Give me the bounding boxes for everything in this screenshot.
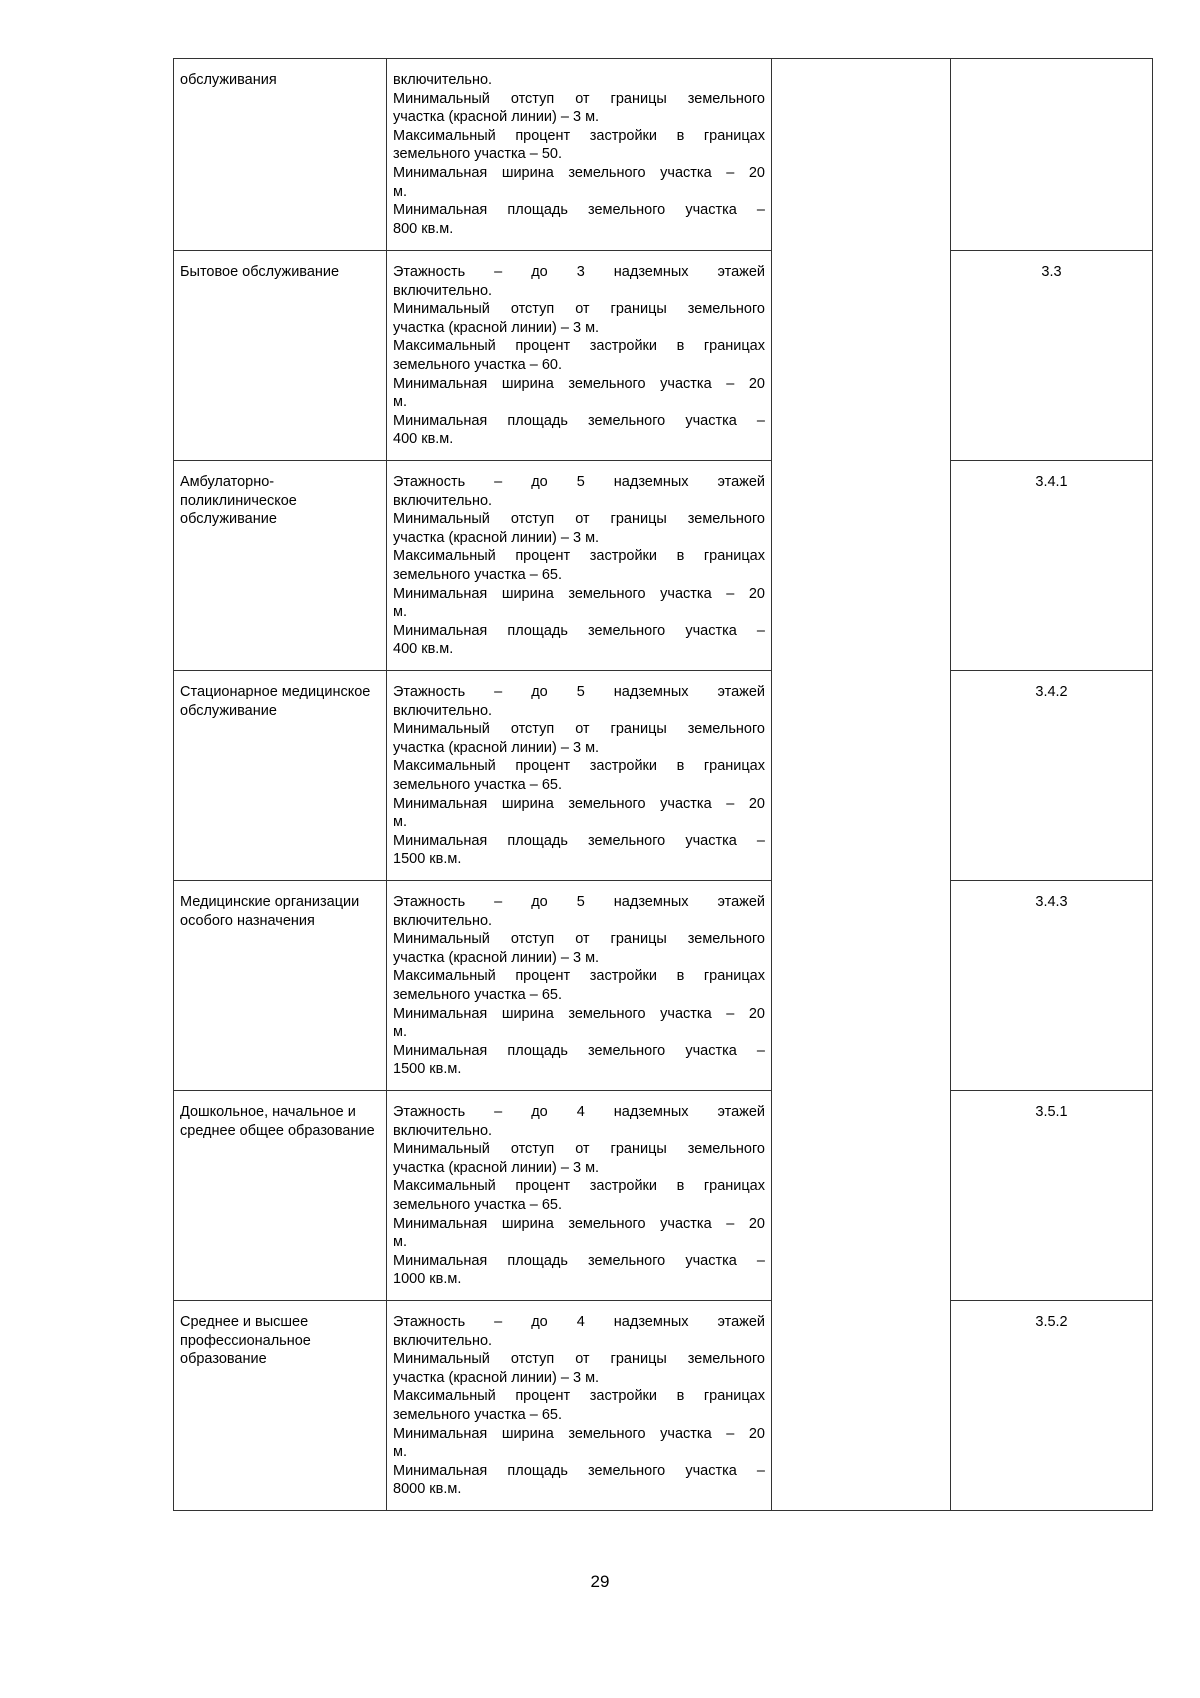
parameter-line: Минимальный отступ от границы земельного	[393, 1141, 765, 1158]
parameter-line: земельного участка – 65.	[393, 776, 563, 793]
parameter-line: м.	[393, 604, 407, 621]
parameter-line: участка (красной линии) – 3 м.	[393, 319, 600, 336]
parameter-line: Минимальный отступ от границы земельного	[393, 90, 765, 107]
empty-cell	[772, 881, 951, 1091]
parameter-line: 400 кв.м.	[393, 431, 454, 448]
parameter-line: земельного участка – 65.	[393, 986, 563, 1003]
parameter-line: Максимальный процент застройки в границах	[393, 338, 765, 355]
parameter-line: включительно.	[393, 702, 493, 719]
parameter-line: м.	[393, 394, 407, 411]
parameter-line: Минимальная ширина земельного участка – 20	[393, 1425, 765, 1442]
parameter-line: м.	[393, 1024, 407, 1041]
parameter-line: включительно.	[393, 72, 493, 88]
empty-cell	[772, 59, 951, 251]
parameter-line: Минимальная площадь земельного участка –	[393, 1252, 765, 1269]
table-row	[174, 59, 1153, 251]
parameter-line: Минимальная ширина земельного участка – 20	[393, 1005, 765, 1022]
parameter-line: включительно.	[393, 1332, 493, 1349]
use-type-name: Бытовое обслуживание	[174, 251, 387, 461]
parameter-line: м.	[393, 814, 407, 831]
parameter-line: Минимальная площадь земельного участка –	[393, 1462, 765, 1479]
use-type-name: Среднее и высшее профессиональное образование	[174, 1301, 387, 1511]
parameter-line: участка (красной линии) – 3 м.	[393, 739, 600, 756]
classifier-code: 3.5.2	[951, 1301, 1153, 1511]
use-type-name: Дошкольное, начальное и среднее общее образование	[174, 1091, 387, 1301]
parameter-line: Минимальный отступ от границы земельного	[393, 511, 765, 528]
table-row	[174, 881, 1153, 1091]
parameter-line: 1000 кв.м.	[393, 1271, 462, 1288]
table-row	[174, 671, 1153, 881]
parameter-line: включительно.	[393, 912, 493, 929]
parameters-cell	[387, 1301, 772, 1511]
parameter-line: участка (красной линии) – 3 м.	[393, 529, 600, 546]
parameter-line: Максимальный процент застройки в границах	[393, 1388, 765, 1405]
regulations-table	[173, 58, 1153, 1511]
parameter-line: Минимальная ширина земельного участка – 20	[393, 1215, 765, 1232]
page-number: 29	[590, 1572, 610, 1591]
parameters-cell	[387, 251, 772, 461]
table-row	[174, 1301, 1153, 1511]
parameter-line: Минимальная площадь земельного участка –	[393, 412, 765, 429]
parameter-line: Минимальный отступ от границы земельного	[393, 721, 765, 738]
parameter-line: включительно.	[393, 1122, 493, 1139]
parameter-line: Минимальный отступ от границы земельного	[393, 931, 765, 948]
parameter-line: 1500 кв.м.	[393, 1061, 462, 1078]
parameters-cell	[387, 671, 772, 881]
parameter-line: Максимальный процент застройки в границах	[393, 758, 765, 775]
parameter-line: участка (красной линии) – 3 м.	[393, 109, 600, 126]
parameter-line: земельного участка – 65.	[393, 1196, 563, 1213]
parameters-cell	[387, 461, 772, 671]
parameter-line: 800 кв.м.	[393, 220, 454, 237]
parameter-line: Максимальный процент застройки в границах	[393, 968, 765, 985]
parameter-line: Минимальная площадь земельного участка –	[393, 622, 765, 639]
parameter-line: Минимальная площадь земельного участка –	[393, 1042, 765, 1059]
parameter-line: Максимальный процент застройки в границах	[393, 548, 765, 565]
parameter-line: Этажность – до 5 надземных этажей	[393, 684, 765, 700]
parameter-line: Максимальный процент застройки в границах	[393, 1178, 765, 1195]
classifier-code: 3.4.3	[951, 881, 1153, 1091]
empty-cell	[772, 461, 951, 671]
parameters-cell	[387, 881, 772, 1091]
parameter-line: 8000 кв.м.	[393, 1481, 462, 1498]
parameter-line: Этажность – до 5 надземных этажей	[393, 894, 765, 910]
parameter-line: включительно.	[393, 282, 493, 299]
parameter-line: м.	[393, 1234, 407, 1251]
parameter-line: участка (красной линии) – 3 м.	[393, 1369, 600, 1386]
parameter-line: Минимальный отступ от границы земельного	[393, 1351, 765, 1368]
table-row	[174, 251, 1153, 461]
use-type-name: обслуживания	[174, 59, 387, 251]
parameter-line: Максимальный процент застройки в границах	[393, 127, 765, 144]
parameter-line: включительно.	[393, 492, 493, 509]
classifier-code: 3.3	[951, 251, 1153, 461]
empty-cell	[772, 1091, 951, 1301]
classifier-code: 3.4.1	[951, 461, 1153, 671]
parameter-line: м.	[393, 1444, 407, 1461]
use-type-name: Стационарное медицинское обслуживание	[174, 671, 387, 881]
parameter-line: Минимальная ширина земельного участка – 20	[393, 795, 765, 812]
parameter-line: земельного участка – 65.	[393, 566, 563, 583]
parameter-line: земельного участка – 50.	[393, 146, 563, 163]
parameter-line: Этажность – до 4 надземных этажей	[393, 1104, 765, 1120]
parameter-line: участка (красной линии) – 3 м.	[393, 1159, 600, 1176]
parameter-line: Минимальная площадь земельного участка –	[393, 202, 765, 219]
parameters-cell	[387, 59, 772, 251]
parameter-line: м.	[393, 183, 407, 200]
classifier-code: 3.5.1	[951, 1091, 1153, 1301]
empty-cell	[772, 251, 951, 461]
parameter-line: земельного участка – 65.	[393, 1406, 563, 1423]
parameter-line: Этажность – до 5 надземных этажей	[393, 474, 765, 490]
parameter-line: земельного участка – 60.	[393, 356, 563, 373]
use-type-name: Амбулаторно-поликлиническое обслуживание	[174, 461, 387, 671]
parameter-line: Минимальная площадь земельного участка –	[393, 832, 765, 849]
parameter-line: Минимальный отступ от границы земельного	[393, 301, 765, 318]
classifier-code: 3.4.2	[951, 671, 1153, 881]
table-row	[174, 461, 1153, 671]
parameter-line: 400 кв.м.	[393, 641, 454, 658]
empty-cell	[772, 1301, 951, 1511]
parameter-line: Минимальная ширина земельного участка – 20	[393, 164, 765, 181]
parameters-cell	[387, 1091, 772, 1301]
parameter-line: Этажность – до 4 надземных этажей	[393, 1314, 765, 1330]
parameter-line: 1500 кв.м.	[393, 851, 462, 868]
empty-cell	[772, 671, 951, 881]
parameter-line: Этажность – до 3 надземных этажей	[393, 264, 765, 280]
table-row	[174, 1091, 1153, 1301]
classifier-code	[951, 59, 1153, 251]
parameter-line: участка (красной линии) – 3 м.	[393, 949, 600, 966]
regulations-table-body	[174, 59, 1153, 1511]
use-type-name: Медицинские организации особого назначения	[174, 881, 387, 1091]
parameter-line: Минимальная ширина земельного участка – 20	[393, 585, 765, 602]
parameter-line: Минимальная ширина земельного участка – 20	[393, 375, 765, 392]
